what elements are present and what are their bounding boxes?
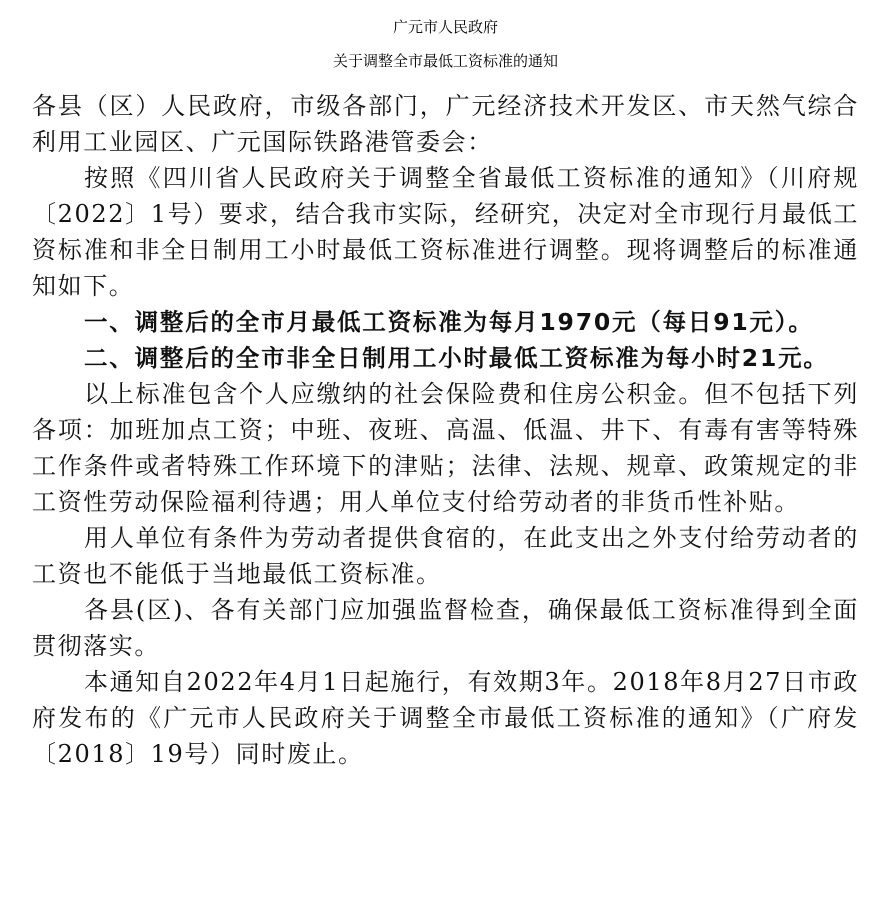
addressee-line: 各县（区）人民政府，市级各部门，广元经济技术开发区、市天然气综合利用工业园区、广元国际铁路港管委会：	[32, 92, 859, 156]
supervision-paragraph: 各县(区)、各有关部门应加强监督检查，确保最低工资标准得到全面贯彻落实。	[32, 596, 859, 660]
notice-title: 关于调整全市最低工资标准的通知	[332, 52, 558, 70]
item-one-paragraph: 一、调整后的全市月最低工资标准为每月1970元（每日91元）。	[84, 308, 814, 336]
intro-paragraph: 按照《四川省人民政府关于调整全省最低工资标准的通知》（川府规〔2022〕1号）要求，结合我市实际，经研究，决定对全市现行月最低工资标准和非全日制用工小时最低工资标准进行调整。现将调整后的标准通知如下。	[32, 164, 859, 300]
item-two-paragraph: 二、调整后的全市非全日制用工小时最低工资标准为每小时21元。	[84, 344, 829, 372]
inclusion-paragraph: 以上标准包含个人应缴纳的社会保险费和住房公积金。但不包括下列各项：加班加点工资；中班、夜班、高温、低温、井下、有毒有害等特殊工作条件或者特殊工作环境下的津贴；法律、法规、规章、政策规定的非工资性劳动保险福利待遇；用人单位支付给劳动者的非货币性补贴。	[32, 380, 859, 516]
notice-body	[32, 88, 859, 772]
issuer-heading: 广元市人民政府	[392, 18, 498, 36]
board-lodging-paragraph: 用人单位有条件为劳动者提供食宿的，在此支出之外支付给劳动者的工资也不能低于当地最低工资标准。	[32, 524, 859, 588]
effective-date-paragraph: 本通知自2022年4月1日起施行，有效期3年。2018年8月27日市政府发布的《广元市人民政府关于调整全市最低工资标准的通知》（广府发〔2018〕19号）同时废止。	[32, 668, 859, 768]
